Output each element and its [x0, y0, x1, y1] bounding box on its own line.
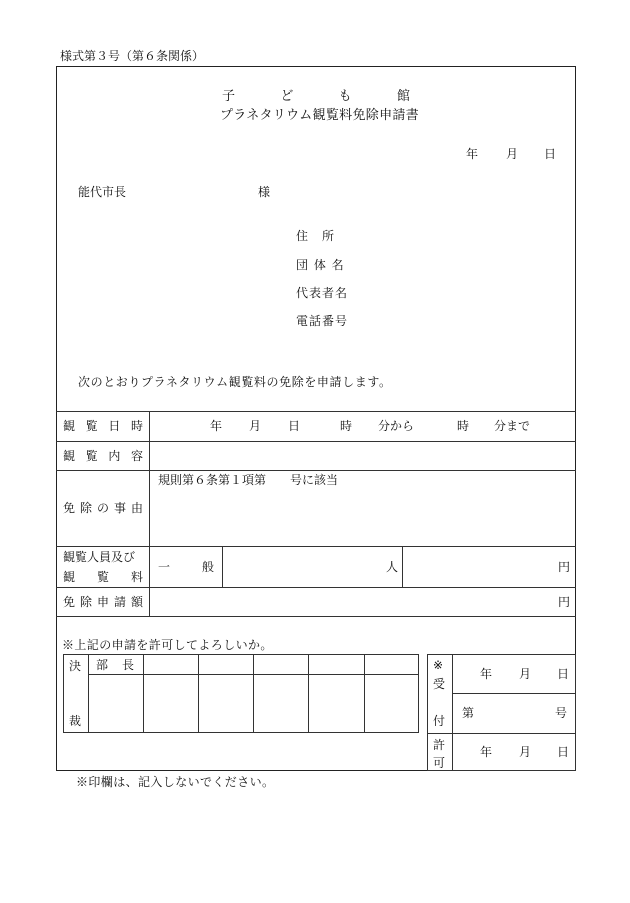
decision-column-divider	[308, 654, 309, 733]
form-number: 様式第３号（第６条関係）	[60, 49, 205, 63]
reception-label-top: 受	[433, 677, 446, 691]
viewing-minute-to: 分まで	[494, 419, 531, 433]
reception-label-bottom: 付	[433, 714, 446, 728]
reception-month: 月	[519, 667, 532, 681]
attendees-label-line1: 観覧人員及び	[63, 550, 136, 564]
form-title-line2: プラネタリウム観覧料免除申請書	[220, 108, 419, 123]
row-divider	[56, 411, 576, 412]
attendees-people-unit: 人	[386, 560, 399, 574]
row-divider	[56, 470, 576, 471]
attendees-yen-unit: 円	[558, 560, 571, 574]
decision-column-divider	[143, 654, 144, 733]
attendees-category: 一 般	[158, 560, 214, 574]
row-divider	[56, 587, 576, 588]
addressee-name: 能代市長	[78, 185, 127, 199]
decision-column-divider	[253, 654, 254, 733]
application-statement: 次のとおりプラネタリウム観覧料の免除を申請します。	[78, 375, 392, 389]
exemption-amount-label: 免 除 申 請 額	[63, 595, 143, 609]
title-char: 館	[396, 89, 410, 104]
decision-label-bottom: 裁	[69, 714, 82, 728]
applicant-address-label: 住 所	[296, 229, 336, 243]
reception-permission-divider	[427, 733, 576, 734]
permission-label-bottom: 可	[433, 756, 446, 770]
attendees-label-line2: 観 覧 料	[63, 570, 143, 584]
exemption-amount-yen-unit: 円	[558, 595, 571, 609]
permission-month: 月	[519, 745, 532, 759]
date-year: 年	[466, 147, 479, 161]
approval-question: ※上記の申請を許可してよろしいか。	[62, 638, 273, 652]
row-divider	[56, 546, 576, 547]
decision-column-divider	[198, 654, 199, 733]
title-char: ど	[280, 89, 294, 104]
viewing-content-label: 観 覧 内 容	[63, 449, 143, 463]
title-char: も	[338, 89, 352, 104]
cell-divider	[222, 546, 223, 587]
exemption-reason-label: 免 除 の 事 由	[63, 501, 143, 515]
applicant-representative-label: 代表者名	[296, 286, 349, 300]
reception-number-suffix: 号	[555, 706, 568, 720]
viewing-minute-from: 分から	[378, 419, 415, 433]
footnote: ※印欄は、記入しないでください。	[76, 775, 275, 789]
dept-head-label: 部 長	[96, 658, 134, 672]
exemption-reason-value: 規則第６条第１項第 号に該当	[158, 473, 339, 487]
reception-permission-box	[427, 654, 576, 771]
reception-inner-divider	[452, 693, 576, 694]
reception-label-divider	[452, 654, 453, 771]
viewing-hour: 時	[340, 419, 353, 433]
permission-day: 日	[557, 745, 570, 759]
viewing-datetime-label: 観 覧 日 時	[63, 419, 143, 433]
permission-year: 年	[480, 745, 493, 759]
date-month: 月	[506, 147, 519, 161]
decision-label-top: 決	[69, 659, 82, 673]
cell-divider	[402, 546, 403, 587]
reception-mark: ※	[433, 658, 444, 672]
viewing-month: 月	[249, 419, 262, 433]
decision-column-divider	[364, 654, 365, 733]
date-day: 日	[544, 147, 557, 161]
reception-day: 日	[557, 667, 570, 681]
viewing-hour-end: 時	[457, 419, 470, 433]
addressee-honorific: 様	[258, 185, 271, 199]
reception-year: 年	[480, 667, 493, 681]
row-divider	[56, 616, 576, 617]
title-char: 子	[222, 89, 236, 104]
application-date	[466, 147, 557, 161]
label-column-divider	[149, 411, 150, 616]
reception-number-prefix: 第	[462, 706, 475, 720]
viewing-day: 日	[288, 419, 301, 433]
permission-label-top: 許	[433, 738, 446, 752]
viewing-year: 年	[210, 419, 223, 433]
applicant-group-label: 団 体 名	[296, 258, 345, 272]
applicant-phone-label: 電話番号	[296, 314, 349, 328]
form-title-line1	[222, 90, 410, 103]
decision-label-divider	[88, 654, 89, 733]
row-divider	[56, 441, 576, 442]
